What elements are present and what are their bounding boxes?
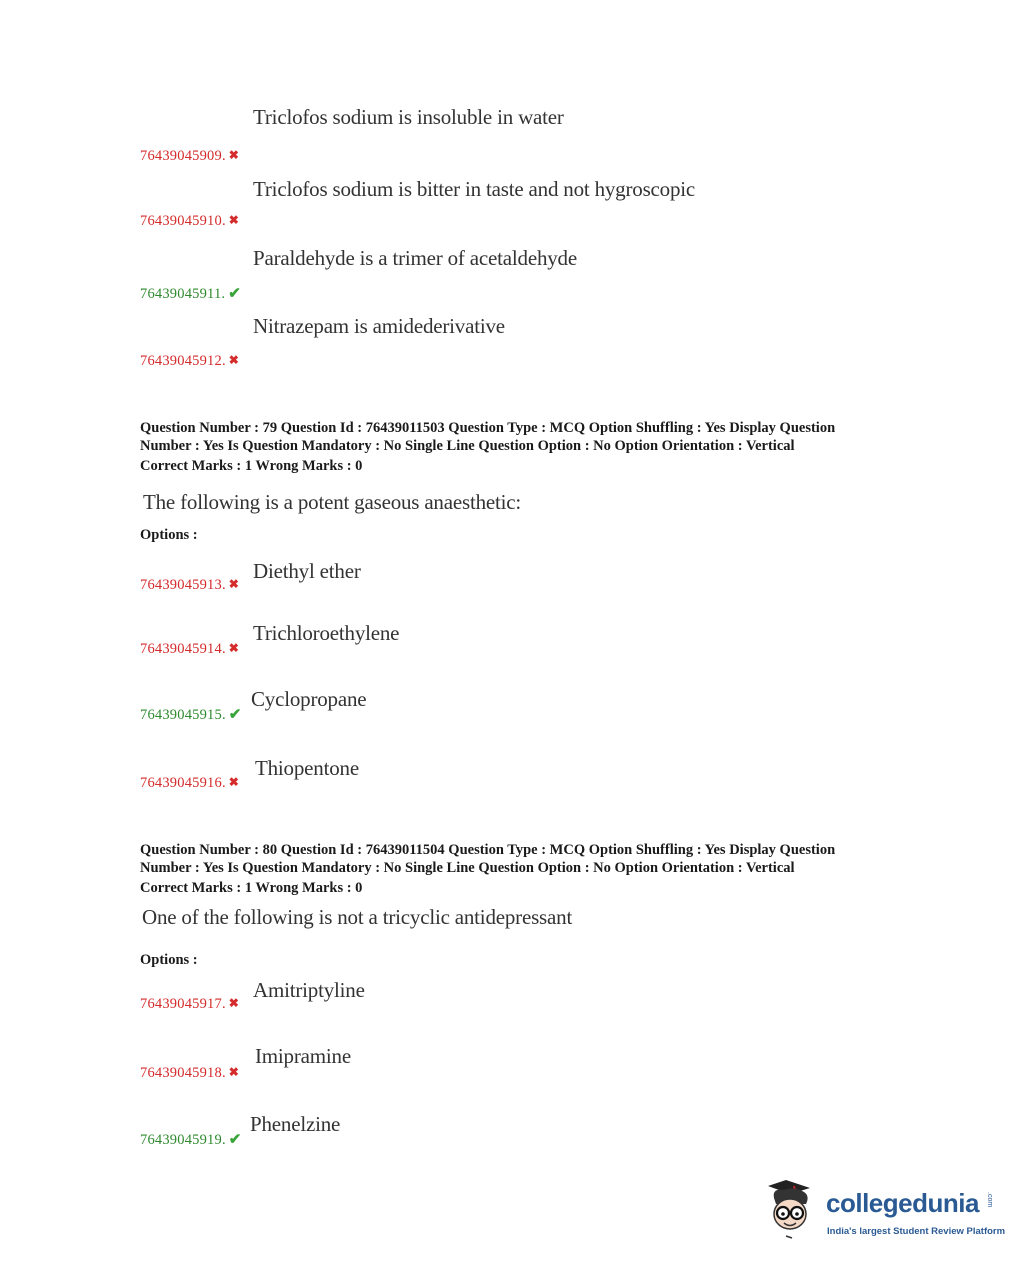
option-text: Phenelzine: [250, 1112, 341, 1136]
option-text: Triclofos sodium is insoluble in water: [253, 105, 564, 129]
correct-check-icon: ✔: [228, 1132, 242, 1148]
wrong-cross-icon: ✖: [228, 775, 240, 789]
option-id: 76439045915. ✔: [140, 707, 242, 723]
option-id: 76439045914. ✖: [140, 641, 240, 657]
option-row: [0, 732, 1025, 792]
correct-check-icon: ✔: [228, 707, 242, 723]
option-row: [0, 243, 1025, 303]
wrong-cross-icon: ✖: [228, 353, 240, 367]
option-text: Triclofos sodium is bitter in taste and not hygroscopic: [253, 177, 696, 201]
options-label: Options :: [140, 527, 198, 543]
question-meta: [140, 419, 880, 475]
brand-tagline: India's largest Student Review Platform: [827, 1226, 1006, 1237]
option-row: [0, 310, 1025, 370]
wrong-cross-icon: ✖: [228, 996, 240, 1010]
wrong-cross-icon: ✖: [228, 577, 240, 591]
option-id: 76439045909. ✖: [140, 148, 240, 164]
option-text: Diethyl ether: [253, 559, 361, 583]
option-id: 76439045912. ✖: [140, 353, 240, 369]
option-id: 76439045911. ✔: [140, 286, 242, 302]
question-meta-text: Question Number : 80 Question Id : 76439011504 Question Type : MCQ Option Shuffling : Yes Display Question Number : Yes Is Question Mandatory : No Single Line Question Option : No Option Orientation : Vertical: [140, 842, 836, 876]
question-meta-text: Question Number : 79 Question Id : 76439011503 Question Type : MCQ Option Shuffling : Yes Display Question Number : Yes Is Question Mandatory : No Single Line Question Option : No Option Orientation : Vertical: [140, 420, 836, 454]
question-meta: [140, 841, 880, 897]
option-text: Imipramine: [255, 1044, 351, 1068]
mascot-icon: [764, 1176, 824, 1242]
option-id: 76439045913. ✖: [140, 577, 240, 593]
option-id: 76439045910. ✖: [140, 213, 240, 229]
wrong-cross-icon: ✖: [228, 213, 240, 227]
wrong-cross-icon: ✖: [228, 1065, 240, 1079]
option-text: Amitriptyline: [253, 978, 365, 1002]
question-text: The following is a potent gaseous anaesthetic:: [143, 490, 522, 514]
wrong-cross-icon: ✖: [228, 641, 240, 655]
option-row: [0, 1089, 1025, 1149]
option-text: Trichloroethylene: [253, 621, 400, 645]
option-text: Paraldehyde is a trimer of acetaldehyde: [253, 246, 577, 270]
question-marks: Correct Marks : 1 Wrong Marks : 0: [140, 880, 363, 896]
brand-domain: .com: [986, 1192, 993, 1208]
option-id: 76439045919. ✔: [140, 1132, 242, 1148]
option-row: [0, 534, 1025, 594]
question-text: One of the following is not a tricyclic antidepressant: [142, 905, 573, 929]
wrong-cross-icon: ✖: [228, 148, 240, 162]
option-id: 76439045917. ✖: [140, 996, 240, 1012]
option-row: [0, 170, 1025, 230]
brand-name: collegedunia: [826, 1188, 979, 1218]
question-marks: Correct Marks : 1 Wrong Marks : 0: [140, 458, 363, 474]
collegedunia-logo: [764, 1176, 1006, 1246]
option-text: Cyclopropane: [251, 687, 367, 711]
option-row: [0, 1022, 1025, 1082]
option-text: Thiopentone: [255, 756, 359, 780]
correct-check-icon: ✔: [228, 286, 242, 302]
option-row: [0, 105, 1025, 165]
options-label: Options :: [140, 952, 198, 968]
option-id: 76439045916. ✖: [140, 775, 240, 791]
option-text: Nitrazepam is amidederivative: [253, 314, 505, 338]
option-id: 76439045918. ✖: [140, 1065, 240, 1081]
option-row: [0, 598, 1025, 658]
option-row: [0, 664, 1025, 724]
option-row: [0, 953, 1025, 1013]
